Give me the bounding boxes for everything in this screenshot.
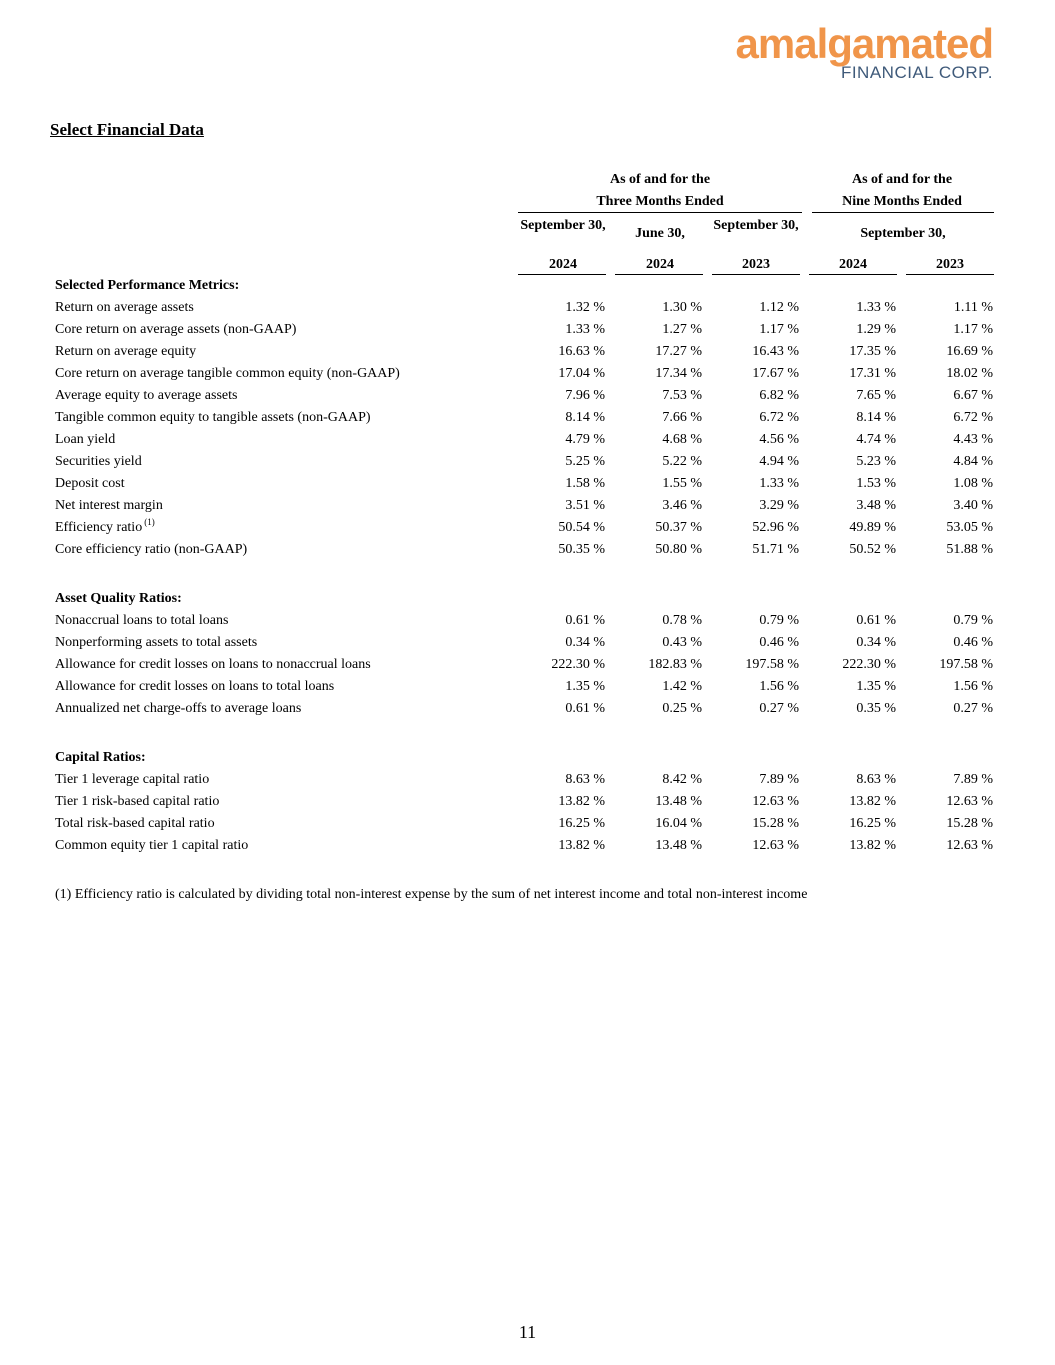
row-label xyxy=(55,322,296,338)
cell-value-col4: 17.35 % xyxy=(849,344,896,359)
nine-months-date-header: September 30, xyxy=(860,226,946,241)
row-label-text: Net interest margin xyxy=(55,498,163,513)
cell-value-col2: 4.68 % xyxy=(662,432,702,447)
row-label xyxy=(55,657,371,673)
cell-value-col2: 13.48 % xyxy=(655,838,702,853)
cell-value-col3: 197.58 % xyxy=(745,657,799,672)
cell-value-col1: 8.63 % xyxy=(565,772,605,787)
row-label xyxy=(55,432,115,448)
cell-value-col1: 5.25 % xyxy=(565,454,605,469)
cell-value-col3: 4.94 % xyxy=(759,454,799,469)
cell-value-col2: 50.80 % xyxy=(655,542,702,557)
cell-value-col3: 0.27 % xyxy=(759,701,799,716)
cell-value-col1: 1.35 % xyxy=(565,679,605,694)
cell-value-col4: 1.33 % xyxy=(856,300,896,315)
row-label-text: Return on average equity xyxy=(55,344,197,359)
cell-value-col4: 5.23 % xyxy=(856,454,896,469)
table-row xyxy=(0,388,1055,410)
cell-value-col3: 17.67 % xyxy=(752,366,799,381)
cell-value-col5: 12.63 % xyxy=(946,794,993,809)
table-row xyxy=(0,657,1055,679)
page-number: 11 xyxy=(518,1322,537,1342)
cell-value-col3: 7.89 % xyxy=(759,772,799,787)
cell-value-col2: 3.46 % xyxy=(662,498,702,513)
cell-value-col4: 13.82 % xyxy=(849,794,896,809)
cell-value-col5: 0.27 % xyxy=(953,701,993,716)
cell-value-col3: 16.43 % xyxy=(752,344,799,359)
header-rule-three-months xyxy=(518,212,802,213)
row-label xyxy=(55,388,237,404)
table-row xyxy=(0,701,1055,723)
logo-wordmark: amalgamated xyxy=(735,20,993,67)
three-months-header-line2: Three Months Ended xyxy=(596,194,724,209)
cell-value-col4: 4.74 % xyxy=(856,432,896,447)
cell-value-col3: 51.71 % xyxy=(752,542,799,557)
cell-value-col3: 12.63 % xyxy=(752,794,799,809)
cell-value-col4: 8.63 % xyxy=(856,772,896,787)
cell-value-col5: 15.28 % xyxy=(946,816,993,831)
row-label-text: Deposit cost xyxy=(55,476,125,491)
cell-value-col4: 13.82 % xyxy=(849,838,896,853)
section-title: Selected Performance Metrics: xyxy=(55,278,240,293)
cell-value-col1: 222.30 % xyxy=(551,657,605,672)
table-row xyxy=(0,498,1055,520)
cell-value-col1: 16.25 % xyxy=(558,816,605,831)
cell-value-col2: 5.22 % xyxy=(662,454,702,469)
cell-value-col4: 50.52 % xyxy=(849,542,896,557)
cell-value-col4: 3.48 % xyxy=(856,498,896,513)
cell-value-col5: 7.89 % xyxy=(953,772,993,787)
cell-value-col5: 0.79 % xyxy=(953,613,993,628)
row-label-text: Core return on average tangible common equity (non-GAAP) xyxy=(55,366,400,381)
row-label xyxy=(55,344,196,360)
row-label-text: Nonaccrual loans to total loans xyxy=(55,613,229,628)
row-label-text: Allowance for credit losses on loans to total loans xyxy=(55,679,335,694)
cell-value-col5: 6.67 % xyxy=(953,388,993,403)
table-row xyxy=(0,344,1055,366)
row-label xyxy=(55,476,125,492)
section-title: Asset Quality Ratios: xyxy=(55,591,182,606)
section-header xyxy=(0,750,1055,772)
cell-value-col3: 52.96 % xyxy=(752,520,799,535)
cell-value-col2: 8.42 % xyxy=(662,772,702,787)
cell-value-col5: 1.17 % xyxy=(953,322,993,337)
cell-value-col1: 1.58 % xyxy=(565,476,605,491)
section-title: Capital Ratios: xyxy=(55,750,146,765)
col3-year-header: 2023 xyxy=(742,257,770,272)
cell-value-col5: 4.84 % xyxy=(953,454,993,469)
table-row xyxy=(0,300,1055,322)
row-label xyxy=(55,498,163,514)
cell-value-col1: 3.51 % xyxy=(565,498,605,513)
row-label-text: Loan yield xyxy=(55,432,116,447)
cell-value-col4: 8.14 % xyxy=(856,410,896,425)
table-row xyxy=(0,679,1055,701)
cell-value-col2: 1.55 % xyxy=(662,476,702,491)
row-label-text: Core return on average assets (non-GAAP) xyxy=(55,322,297,337)
row-label xyxy=(55,838,248,854)
cell-value-col3: 1.33 % xyxy=(759,476,799,491)
cell-value-col4: 16.25 % xyxy=(849,816,896,831)
row-label-text: Tier 1 leverage capital ratio xyxy=(55,772,210,787)
row-label-text: Nonperforming assets to total assets xyxy=(55,635,258,650)
cell-value-col4: 0.35 % xyxy=(856,701,896,716)
row-label xyxy=(55,542,247,558)
cell-value-col2: 17.34 % xyxy=(655,366,702,381)
cell-value-col5: 4.43 % xyxy=(953,432,993,447)
table-row xyxy=(0,772,1055,794)
cell-value-col3: 0.79 % xyxy=(759,613,799,628)
col1-date-header: September 30, xyxy=(520,218,606,233)
cell-value-col1: 13.82 % xyxy=(558,794,605,809)
row-label-text: Core efficiency ratio (non-GAAP) xyxy=(55,542,248,557)
cell-value-col5: 1.11 % xyxy=(953,300,993,315)
cell-value-col3: 15.28 % xyxy=(752,816,799,831)
row-label xyxy=(55,794,219,810)
cell-value-col4: 49.89 % xyxy=(849,520,896,535)
cell-value-col2: 1.42 % xyxy=(662,679,702,694)
cell-value-col4: 1.29 % xyxy=(856,322,896,337)
cell-value-col1: 1.33 % xyxy=(565,322,605,337)
row-label-text: Total risk-based capital ratio xyxy=(55,816,215,831)
cell-value-col1: 50.35 % xyxy=(558,542,605,557)
cell-value-col2: 0.78 % xyxy=(662,613,702,628)
cell-value-col4: 222.30 % xyxy=(842,657,896,672)
table-row xyxy=(0,410,1055,432)
cell-value-col3: 3.29 % xyxy=(759,498,799,513)
table-row xyxy=(0,476,1055,498)
cell-value-col3: 6.72 % xyxy=(759,410,799,425)
year-rule-col5 xyxy=(906,274,994,275)
row-label xyxy=(55,366,400,382)
cell-value-col4: 7.65 % xyxy=(856,388,896,403)
header-rule-nine-months xyxy=(812,212,994,213)
company-logo xyxy=(735,20,993,82)
cell-value-col3: 6.82 % xyxy=(759,388,799,403)
cell-value-col5: 18.02 % xyxy=(946,366,993,381)
row-label-text: Securities yield xyxy=(55,454,142,469)
row-label xyxy=(55,679,334,695)
cell-value-col2: 0.25 % xyxy=(662,701,702,716)
cell-value-col4: 17.31 % xyxy=(849,366,896,381)
cell-value-col3: 1.56 % xyxy=(759,679,799,694)
year-rule-col3 xyxy=(712,274,800,275)
row-label xyxy=(55,517,155,536)
cell-value-col2: 50.37 % xyxy=(655,520,702,535)
cell-value-col2: 16.04 % xyxy=(655,816,702,831)
row-label xyxy=(55,613,228,629)
row-label-text: Return on average assets xyxy=(55,300,194,315)
year-rule-col2 xyxy=(615,274,703,275)
cell-value-col1: 8.14 % xyxy=(565,410,605,425)
footnote-marker: (1) xyxy=(144,517,155,527)
cell-value-col5: 16.69 % xyxy=(946,344,993,359)
cell-value-col1: 7.96 % xyxy=(565,388,605,403)
table-row xyxy=(0,794,1055,816)
row-label-text: Average equity to average assets xyxy=(55,388,238,403)
col2-date-header: June 30, xyxy=(635,226,685,241)
table-row xyxy=(0,432,1055,454)
row-label xyxy=(55,300,194,316)
cell-value-col3: 12.63 % xyxy=(752,838,799,853)
cell-value-col2: 182.83 % xyxy=(648,657,702,672)
cell-value-col3: 4.56 % xyxy=(759,432,799,447)
cell-value-col2: 0.43 % xyxy=(662,635,702,650)
cell-value-col5: 1.08 % xyxy=(953,476,993,491)
cell-value-col3: 0.46 % xyxy=(759,635,799,650)
row-label xyxy=(55,816,215,832)
row-label xyxy=(55,410,371,426)
col2-year-header: 2024 xyxy=(646,257,674,272)
row-label-text: Common equity tier 1 capital ratio xyxy=(55,838,249,853)
year-rule-col4 xyxy=(809,274,897,275)
table-row xyxy=(0,366,1055,388)
table-row xyxy=(0,322,1055,344)
row-label-text: Tangible common equity to tangible assets (non-GAAP) xyxy=(55,410,371,425)
page-title: Select Financial Data xyxy=(50,120,204,139)
cell-value-col1: 0.61 % xyxy=(565,613,605,628)
cell-value-col2: 7.53 % xyxy=(662,388,702,403)
logo-subtitle: FINANCIAL CORP. xyxy=(840,63,993,82)
cell-value-col1: 0.34 % xyxy=(565,635,605,650)
cell-value-col2: 17.27 % xyxy=(655,344,702,359)
table-row xyxy=(0,517,1055,542)
cell-value-col1: 13.82 % xyxy=(558,838,605,853)
table-row xyxy=(0,838,1055,860)
table-row xyxy=(0,454,1055,476)
row-label-text: Annualized net charge-offs to average loans xyxy=(55,701,302,716)
col5-year-header: 2023 xyxy=(936,257,964,272)
row-label-text: Tier 1 risk-based capital ratio xyxy=(55,794,220,809)
table-row xyxy=(0,613,1055,635)
table-row xyxy=(0,542,1055,564)
cell-value-col5: 12.63 % xyxy=(946,838,993,853)
cell-value-col1: 17.04 % xyxy=(558,366,605,381)
cell-value-col4: 1.53 % xyxy=(856,476,896,491)
section-header xyxy=(0,591,1055,613)
table-row xyxy=(0,635,1055,657)
row-label-text: Efficiency ratio xyxy=(55,520,143,535)
cell-value-col2: 1.30 % xyxy=(662,300,702,315)
cell-value-col2: 13.48 % xyxy=(655,794,702,809)
cell-value-col3: 1.17 % xyxy=(759,322,799,337)
cell-value-col1: 50.54 % xyxy=(558,520,605,535)
cell-value-col5: 3.40 % xyxy=(953,498,993,513)
cell-value-col1: 16.63 % xyxy=(558,344,605,359)
col3-date-header: September 30, xyxy=(713,218,799,233)
col1-year-header: 2024 xyxy=(549,257,577,272)
nine-months-header-line1: As of and for the xyxy=(851,172,953,187)
cell-value-col3: 1.12 % xyxy=(759,300,799,315)
row-label xyxy=(55,701,301,717)
footnote: (1) Efficiency ratio is calculated by dividing total non-interest expense by the sum of net interest income and total non-interest income xyxy=(55,887,808,902)
row-label xyxy=(55,635,257,651)
cell-value-col4: 0.61 % xyxy=(856,613,896,628)
table-row xyxy=(0,816,1055,838)
cell-value-col5: 197.58 % xyxy=(939,657,993,672)
row-label-text: Allowance for credit losses on loans to nonaccrual loans xyxy=(55,657,371,672)
cell-value-col1: 1.32 % xyxy=(565,300,605,315)
cell-value-col5: 1.56 % xyxy=(953,679,993,694)
cell-value-col2: 1.27 % xyxy=(662,322,702,337)
year-rule-col1 xyxy=(518,274,606,275)
row-label xyxy=(55,772,209,788)
cell-value-col5: 53.05 % xyxy=(946,520,993,535)
nine-months-header-line2: Nine Months Ended xyxy=(842,194,962,209)
cell-value-col5: 6.72 % xyxy=(953,410,993,425)
cell-value-col5: 51.88 % xyxy=(946,542,993,557)
cell-value-col1: 4.79 % xyxy=(565,432,605,447)
cell-value-col4: 1.35 % xyxy=(856,679,896,694)
cell-value-col1: 0.61 % xyxy=(565,701,605,716)
cell-value-col2: 7.66 % xyxy=(662,410,702,425)
col4-year-header: 2024 xyxy=(839,257,867,272)
row-label xyxy=(55,454,142,470)
section-header xyxy=(0,278,1055,300)
cell-value-col5: 0.46 % xyxy=(953,635,993,650)
three-months-header-line1: As of and for the xyxy=(609,172,711,187)
cell-value-col4: 0.34 % xyxy=(856,635,896,650)
